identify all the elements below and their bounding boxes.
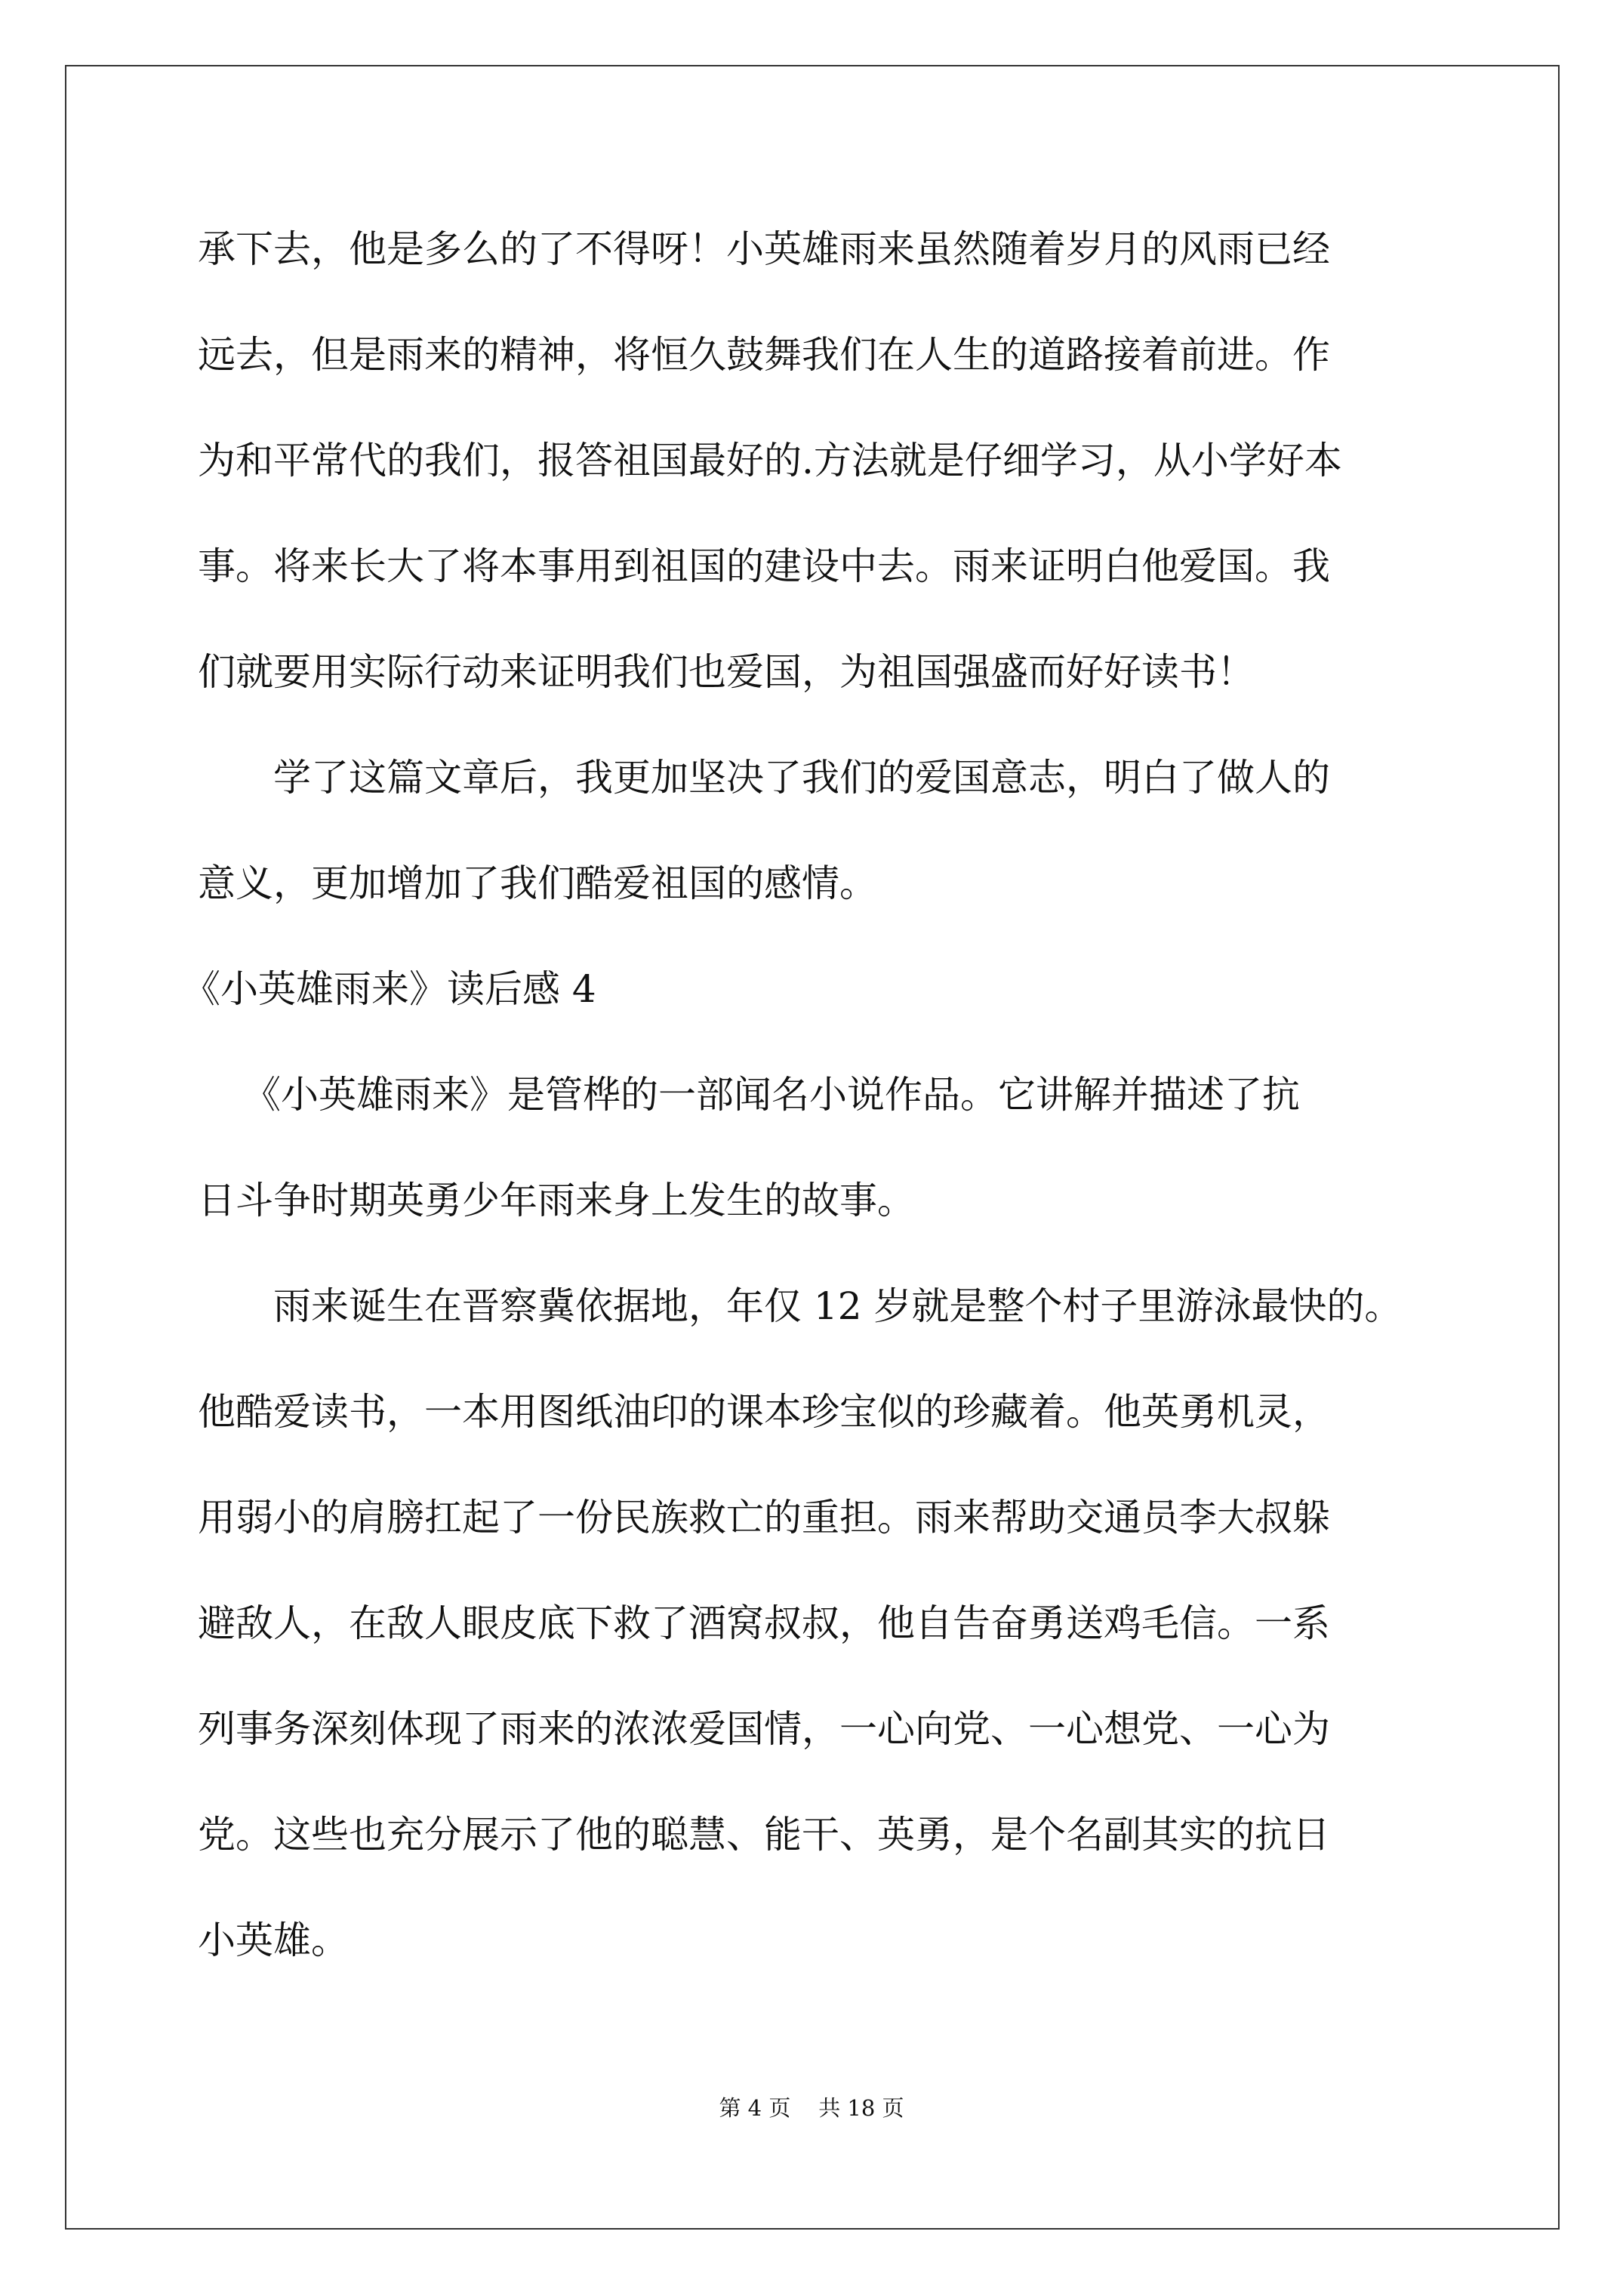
paragraph-line: 承下去，他是多么的了不得呀！小英雄雨来虽然随着岁月的风雨已经 — [198, 227, 1330, 271]
footer-gap — [790, 2095, 818, 2121]
paragraph-line: 为和平常代的我们，报答祖国最好的.方法就是仔细学习，从小学好本 — [198, 439, 1342, 482]
page-number: 第 4 页 — [719, 2095, 791, 2121]
paragraph-first-line: 学了这篇文章后，我更加坚决了我们的爱国意志，明白了做人的 — [273, 756, 1330, 800]
page-total: 共 18 页 — [818, 2095, 904, 2121]
paragraph-line: 小英雄。 — [198, 1918, 349, 1962]
paragraph-line: 他酷爱读书，一本用图纸油印的课本珍宝似的珍藏着。他英勇机灵， — [198, 1390, 1330, 1434]
paragraph-line: 日斗争时期英勇少年雨来身上发生的故事。 — [198, 1179, 915, 1222]
paragraph-line: 事。将来长大了将本事用到祖国的建设中去。雨来证明白他爱国。我 — [198, 544, 1330, 588]
paragraph-line: 远去，但是雨来的精神，将恒久鼓舞我们在人生的道路接着前进。作 — [198, 333, 1330, 377]
paragraph-line: 避敌人，在敌人眼皮底下救了酒窝叔叔，他自告奋勇送鸡毛信。一系 — [198, 1601, 1330, 1645]
paragraph-line: 党。这些也充分展示了他的聪慧、能干、英勇，是个名副其实的抗日 — [198, 1813, 1330, 1857]
paragraph-first-line: 《小英雄雨来》是管桦的一部闻名小说作品。它讲解并描述了抗 — [243, 1073, 1300, 1117]
paragraph-line: 列事务深刻体现了雨来的浓浓爱国情，一心向党、一心想党、一心为 — [198, 1707, 1330, 1751]
paragraph-line: 们就要用实际行动来证明我们也爱国，为祖国强盛而好好读书！ — [198, 650, 1255, 694]
paragraph-line: 意义，更加增加了我们酷爱祖国的感情。 — [198, 861, 877, 905]
page-footer — [0, 2091, 1623, 2122]
section-heading: 《小英雄雨来》读后感 4 — [183, 967, 596, 1011]
paragraph-line: 用弱小的肩膀扛起了一份民族救亡的重担。雨来帮助交通员李大叔躲 — [198, 1496, 1330, 1539]
paragraph-first-line: 雨来诞生在晋察冀依据地，年仅 12 岁就是整个村子里游泳最快的。 — [273, 1284, 1403, 1328]
page-frame — [65, 65, 1560, 2230]
